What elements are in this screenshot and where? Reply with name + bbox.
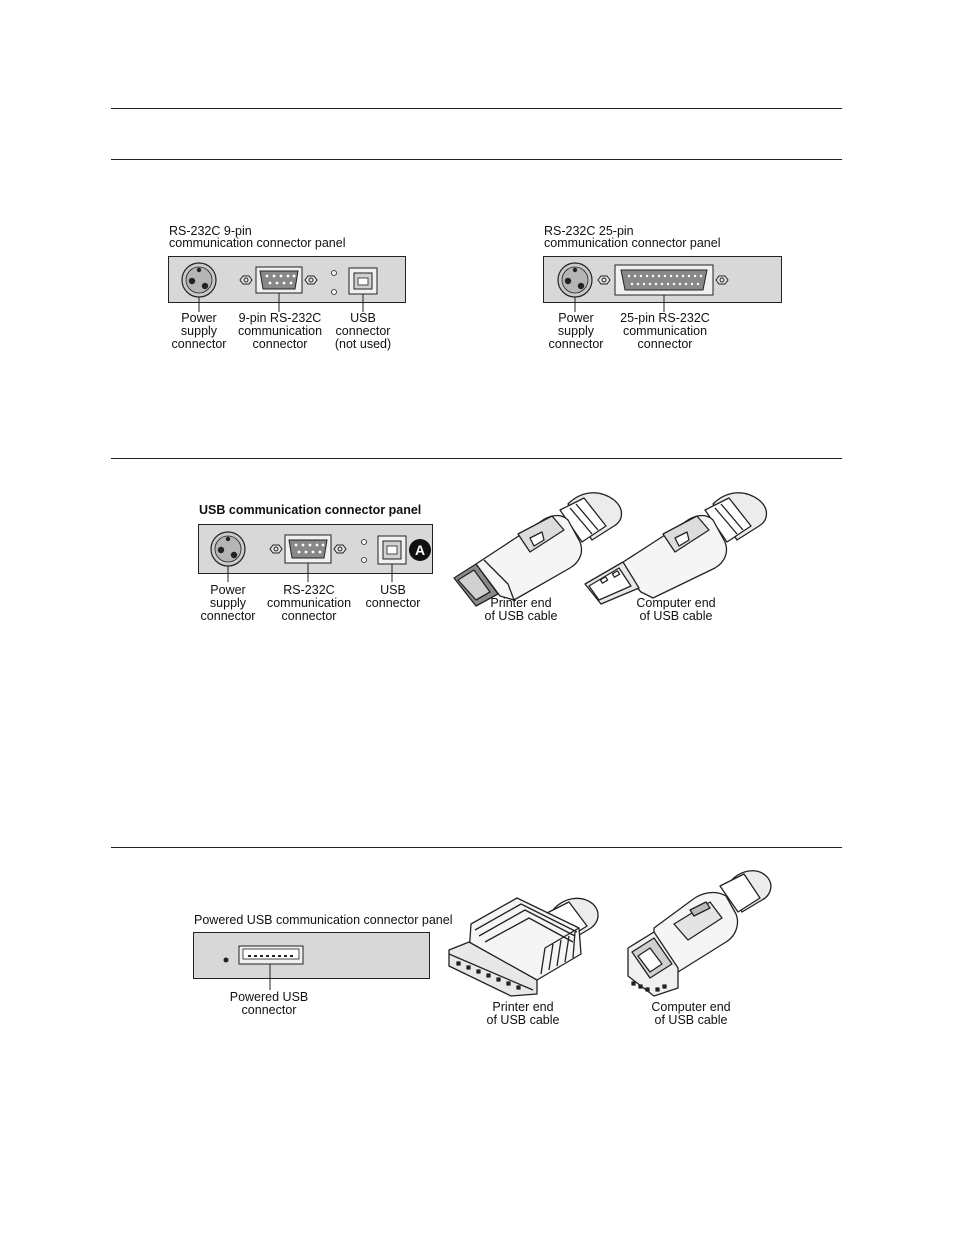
label-9pin-serial: 9-pin RS-232C communication connector: [237, 311, 323, 351]
label-power-supply: Power supply connector: [548, 311, 604, 351]
label-computer-end: Computer end of USB cable: [636, 596, 716, 623]
power-connector-icon: [558, 263, 592, 297]
usb-panel-title: USB communication connector panel: [199, 503, 422, 517]
power-connector-icon: [211, 532, 245, 566]
db25-connector-icon: [615, 265, 713, 295]
usb-a-cable-illustration: [583, 486, 783, 606]
usb-b-port-icon: [349, 268, 377, 294]
db9-connector-icon: [285, 535, 331, 563]
label-printer-end: Printer end of USB cable: [486, 1000, 560, 1027]
label-power-supply: Power supply connector: [171, 311, 227, 351]
label-rs232c: RS-232C communication connector: [266, 583, 352, 623]
panel-25pin-title-line1: RS-232C 25-pin: [544, 224, 634, 238]
label-power-supply: Power supply connector: [200, 583, 256, 623]
divider-rule: [111, 159, 842, 160]
label-usb-connector: USB connector: [365, 583, 421, 610]
panel-25pin-title-line2: communication connector panel: [544, 236, 721, 250]
label-25pin-serial: 25-pin RS-232C communication connector: [620, 311, 710, 351]
label-usb-not-used: USB connector (not used): [334, 311, 392, 351]
label-computer-end: Computer end of USB cable: [651, 1000, 731, 1027]
panel-9pin-title-line1: RS-232C 9-pin: [169, 224, 252, 238]
divider-rule: [111, 108, 842, 109]
label-powered-usb: Powered USB connector: [229, 990, 309, 1017]
divider-rule: [111, 458, 842, 459]
powered-usb-panel-title: Powered USB communication connector panel: [194, 913, 453, 927]
label-printer-end: Printer end of USB cable: [484, 596, 558, 623]
powered-usb-computer-end-illustration: [618, 866, 773, 1000]
panel-9pin-title-line2: communication connector panel: [169, 236, 346, 250]
divider-rule: [111, 847, 842, 848]
powered-usb-printer-end-illustration: [445, 884, 605, 999]
db9-connector-icon: [256, 267, 302, 293]
powered-usb-port-icon: [239, 946, 303, 964]
usb-b-port-icon: [378, 536, 406, 564]
callout-a-text: A: [414, 542, 426, 558]
power-connector-icon: [182, 263, 216, 297]
